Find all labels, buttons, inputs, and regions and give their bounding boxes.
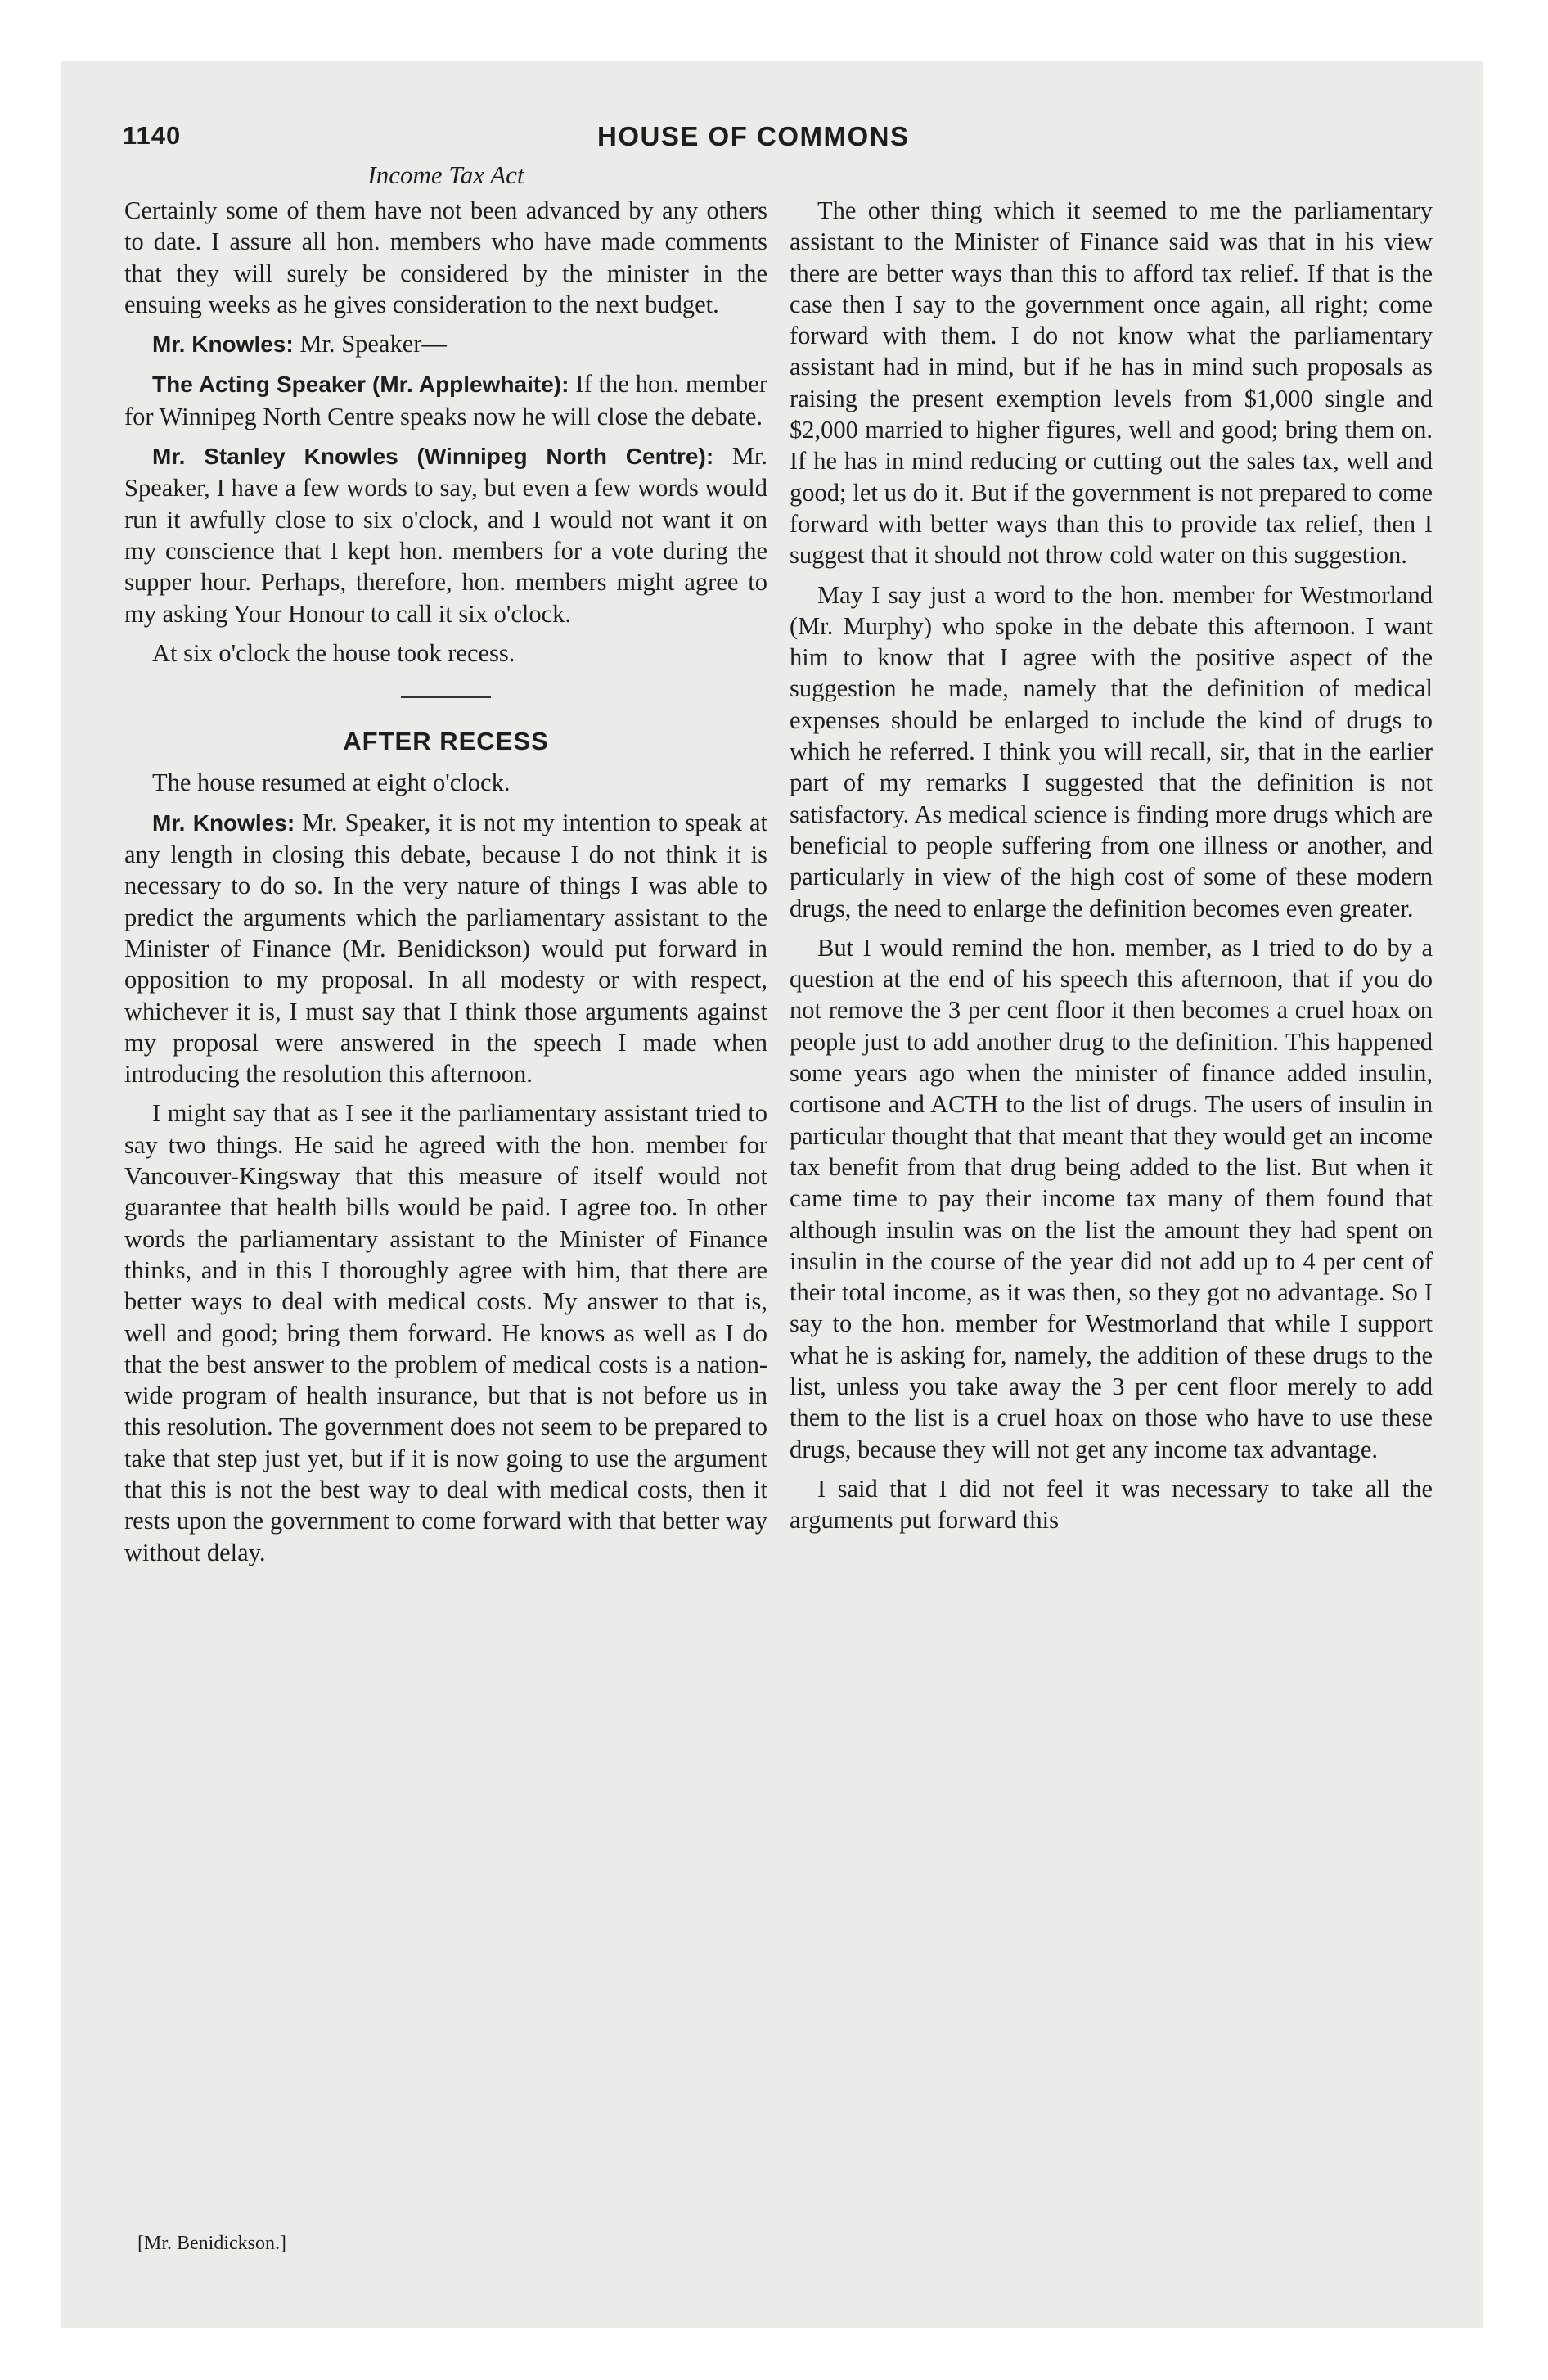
paragraph xyxy=(124,328,767,360)
speech-text: Mr. Speaker— xyxy=(293,330,447,358)
paragraph: I might say that as I see it the parliamentary assistant tried to say two things. He said he agreed with the hon. member for Vancouver-Kingsway that this measure of itself would not guarantee that health bills would be paid. I agree too. In other words the parliamentary assistant to the Minister of Finance thinks, and in this I thoroughly agree with him, that there are better ways to deal with medical costs. My answer to that is, well and good; bring them forward. He knows as well as I do that the best answer to the problem of medical costs is a nation-wide program of health insurance, but that is not before us in this resolution. The government does not seem to be prepared to take that step just yet, but if it is now going to use the argument that this is not the best way to deal with medical costs, then it rests upon the government to come forward with that better way without delay. xyxy=(124,1099,767,1566)
paragraph: At six o'clock the house took recess. xyxy=(152,638,515,667)
left-column xyxy=(124,195,767,1576)
speaker-name: The Acting Speaker (Mr. Applewhaite): xyxy=(152,372,569,398)
paragraph xyxy=(124,440,767,629)
paragraph xyxy=(124,807,767,1090)
paragraph: The house resumed at eight o'clock. xyxy=(152,769,511,797)
speech-text: Mr. Speaker, I have a few words to say, but even a few words would run it awfully close to six o'clock, and I would not want it on my conscience that I kept hon. members for a vote during the supper hour. Perhaps, therefore, hon. members might agree to my asking Your Honour to call it six o'clock. xyxy=(124,442,768,628)
paragraph: Certainly some of them have not been advanced by any others to date. I assure all hon. members who have made comments that they will surely be considered by the minister in the ensuing weeks as he gives consideration to the next budget. xyxy=(124,196,767,318)
speaker-name: Mr. Knowles: xyxy=(152,809,295,836)
section-divider xyxy=(401,696,491,698)
paragraph: The other thing which it seemed to me the parliamentary assistant to the Minister of Finance said was that in his view there are better ways than this to afford tax relief. If that is the case then I say to the government once again, all right; come forward with them. I do not know what the parliamentary assistant had in mind, but if he has in mind such proposals as raising the present exemption levels from $1,000 single and $2,000 married to higher figures, well and good; bring them on. If he has in mind reducing or cutting out the sales tax, well and good; let us do it. But if the government is not prepared to come forward with better ways than this to provide tax relief, then I suggest that it should not throw cold water on this suggestion. xyxy=(790,196,1433,570)
page-number: 1140 xyxy=(123,121,182,150)
paragraph: I said that I did not feel it was necessary to take all the arguments put forward this xyxy=(790,1474,1433,1535)
footer-reference: [Mr. Benidickson.] xyxy=(137,2233,286,2254)
speaker-name: Mr. Stanley Knowles (Winnipeg North Centre): xyxy=(152,444,714,470)
speech-text: Mr. Speaker, it is not my intention to speak at any length in closing this debate, because I do not think it is necessary to do so. In the very nature of things I was able to predict the arguments which the parliamentary assistant to the Minister of Finance (Mr. Benidickson) would put forward in opposition to my proposal. In all modesty or with respect, whichever it is, I must say that I think those arguments against my proposal were answered in the speech I made when introducing the resolution this afternoon. xyxy=(124,808,767,1089)
speech-text: If the hon. member for Winnipeg North Centre speaks now he will close the debate. xyxy=(124,370,767,430)
paragraph: But I would remind the hon. member, as I tried to do by a question at the end of his speech this afternoon, that if you do not remove the 3 per cent floor it then becomes a cruel hoax on people just to add another drug to the definition. This happened some years ago when the minister of finance added insulin, cortisone and ACTH to the list of drugs. The users of insulin in particular thought that that meant that they would get an income tax benefit from that drug being added to the list. But when it came time to pay their income tax many of them found that although insulin was on the list the amount they had spent on insulin in the course of the year did not add up to 4 per cent of their total income, as it was then, so they got no advantage. So I say to the hon. member for Westmorland that while I support what he is asking for, namely, the addition of these drugs to the list, unless you take away the 3 per cent floor merely to add them to the list is a cruel hoax on those who have to use these drugs, because they will not get any income tax advantage. xyxy=(790,933,1433,1463)
section-title: Income Tax Act xyxy=(367,160,524,189)
running-head: HOUSE OF COMMONS xyxy=(597,121,910,151)
paragraph: May I say just a word to the hon. member for Westmorland (Mr. Murphy) who spoke in the debate this afternoon. I want him to know that I agree with the positive aspect of the suggestion he made, namely that the definition of medical expenses should be enlarged to include the kind of drugs to which he referred. I think you will recall, sir, that in the earlier part of my remarks I suggested that the definition is not satisfactory. As medical science is finding more drugs which are beneficial to people suffering from one illness or another, and particularly in view of the high cost of some of these modern drugs, the need to enlarge the definition becomes even greater. xyxy=(790,580,1433,922)
paragraph xyxy=(124,368,767,432)
right-column xyxy=(790,195,1433,1544)
speaker-name: Mr. Knowles: xyxy=(152,331,294,358)
after-recess-heading: AFTER RECESS xyxy=(343,727,549,756)
